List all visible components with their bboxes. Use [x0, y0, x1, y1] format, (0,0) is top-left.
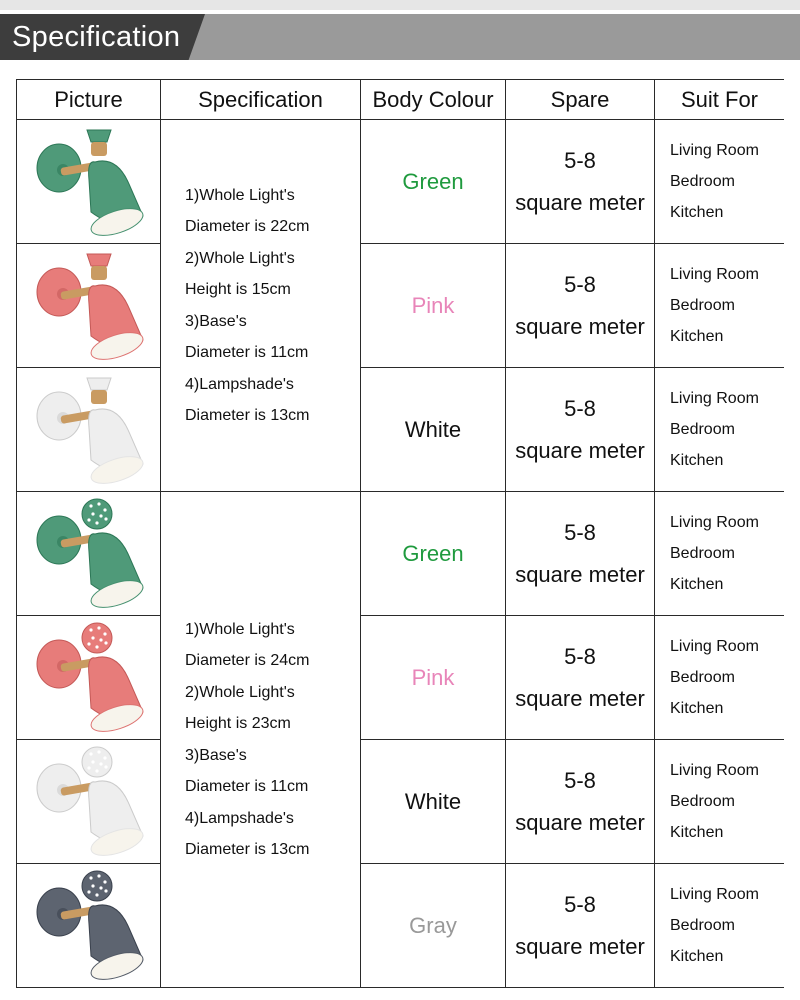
header-body-colour: Body Colour: [361, 80, 506, 120]
ball-dot: [95, 521, 98, 524]
table-row: [17, 244, 785, 368]
ball-dot: [89, 752, 92, 755]
suit-item: Bedroom: [670, 793, 735, 810]
top-strip: [0, 0, 800, 10]
suit-item: Living Room: [670, 638, 759, 655]
wall-lamp-icon: [17, 864, 161, 988]
ball-dot: [104, 765, 107, 768]
ball-dot: [103, 632, 106, 635]
ball-dot: [95, 645, 98, 648]
spec-line: Diameter is 13cm: [185, 841, 310, 858]
table-row: [17, 368, 785, 492]
ball-dot: [99, 762, 102, 765]
spec-line: 3)Base's: [185, 312, 247, 330]
spec-table-wrap: [16, 79, 784, 1000]
table-row: [17, 120, 785, 244]
spare-unit: square meter: [515, 685, 645, 711]
header-suit-for: Suit For: [655, 80, 785, 120]
green-dotted-wall-lamp-picture: [17, 492, 161, 616]
suit-item: Living Room: [670, 142, 759, 159]
ball-dot: [97, 874, 100, 877]
ball-dot: [91, 636, 94, 639]
body-colour-cell: Pink: [361, 244, 506, 368]
wall-lamp-icon: [17, 368, 161, 492]
body-colour-cell: White: [361, 368, 506, 492]
table-row: [17, 740, 785, 864]
suit-item: Bedroom: [670, 297, 735, 314]
suit-item: Kitchen: [670, 824, 724, 841]
suit-for-cell: [655, 368, 785, 492]
spare-unit: square meter: [515, 561, 645, 587]
body-colour-cell: White: [361, 740, 506, 864]
spec-line: 3)Base's: [185, 746, 247, 764]
spare-cell: [506, 244, 655, 368]
body-colour-cell: Green: [361, 120, 506, 244]
suit-for-cell: [655, 492, 785, 616]
section-banner: [0, 14, 800, 60]
ball-dot: [104, 517, 107, 520]
spare-range: 5-8: [564, 767, 596, 793]
spare-unit: square meter: [515, 933, 645, 959]
suit-item: Kitchen: [670, 948, 724, 965]
ball-dot: [87, 642, 90, 645]
suit-item: Living Room: [670, 886, 759, 903]
green-wall-lamp-picture: [17, 120, 161, 244]
banner-title: Specification: [12, 21, 181, 53]
ball-dot: [97, 750, 100, 753]
suit-for-cell: [655, 244, 785, 368]
ball-dot: [99, 886, 102, 889]
ball-dot: [97, 502, 100, 505]
spare-unit: square meter: [515, 809, 645, 835]
header-picture: Picture: [17, 80, 161, 120]
spare-cell: [506, 492, 655, 616]
ball-dot: [89, 628, 92, 631]
suit-item: Living Room: [670, 762, 759, 779]
suit-item: Bedroom: [670, 173, 735, 190]
wood-joint: [91, 142, 107, 156]
table-row: [17, 864, 785, 988]
spec-line: 2)Whole Light's: [185, 683, 295, 701]
spare-unit: square meter: [515, 313, 645, 339]
lamp-cap: [87, 130, 111, 142]
wall-lamp-icon: [17, 244, 161, 368]
spare-unit: square meter: [515, 189, 645, 215]
header-row: [17, 80, 785, 120]
suit-item: Living Room: [670, 514, 759, 531]
spec-line: Diameter is 13cm: [185, 407, 310, 424]
spec-line: Diameter is 22cm: [185, 218, 310, 235]
spec-line: 2)Whole Light's: [185, 249, 295, 267]
spec-line: Height is 23cm: [185, 715, 291, 732]
wall-lamp-icon: [17, 120, 161, 244]
suit-item: Living Room: [670, 266, 759, 283]
table-row: [17, 616, 785, 740]
suit-item: Bedroom: [670, 917, 735, 934]
wall-lamp-icon: [17, 492, 161, 616]
white-wall-lamp-picture: [17, 368, 161, 492]
spare-range: 5-8: [564, 395, 596, 421]
ball-dot: [97, 626, 100, 629]
suit-for-cell: [655, 864, 785, 988]
ball-dot: [103, 880, 106, 883]
spare-range: 5-8: [564, 891, 596, 917]
wood-joint: [91, 266, 107, 280]
spec-line: Height is 15cm: [185, 281, 291, 298]
header-spare: Spare: [506, 80, 655, 120]
spare-unit: square meter: [515, 437, 645, 463]
spare-range: 5-8: [564, 147, 596, 173]
ball-dot: [87, 890, 90, 893]
ball-dot: [99, 514, 102, 517]
spare-cell: [506, 616, 655, 740]
ball-dot: [103, 508, 106, 511]
pink-wall-lamp-picture: [17, 244, 161, 368]
spare-cell: [506, 368, 655, 492]
spec-table: [16, 79, 784, 988]
spec-line: 1)Whole Light's: [185, 620, 295, 638]
suit-item: Bedroom: [670, 545, 735, 562]
spare-range: 5-8: [564, 643, 596, 669]
body-colour-cell: Green: [361, 492, 506, 616]
suit-item: Living Room: [670, 390, 759, 407]
ball-dot: [95, 769, 98, 772]
spare-range: 5-8: [564, 519, 596, 545]
ball-dot: [103, 756, 106, 759]
ball-dot: [87, 518, 90, 521]
ball-dot: [87, 766, 90, 769]
spare-cell: [506, 864, 655, 988]
wood-joint: [91, 390, 107, 404]
ball-dot: [89, 876, 92, 879]
suit-item: Kitchen: [670, 700, 724, 717]
specification-cell: [161, 492, 361, 988]
ball-dot: [89, 504, 92, 507]
suit-item: Kitchen: [670, 576, 724, 593]
suit-for-cell: [655, 616, 785, 740]
wall-lamp-icon: [17, 616, 161, 740]
spec-line: 4)Lampshade's: [185, 809, 294, 827]
spec-line: 1)Whole Light's: [185, 186, 295, 204]
spare-cell: [506, 120, 655, 244]
suit-for-cell: [655, 740, 785, 864]
suit-item: Bedroom: [670, 421, 735, 438]
white-dotted-wall-lamp-picture: [17, 740, 161, 864]
spec-line: Diameter is 11cm: [185, 778, 309, 795]
ball-dot: [104, 889, 107, 892]
spare-range: 5-8: [564, 271, 596, 297]
suit-item: Kitchen: [670, 452, 724, 469]
suit-for-cell: [655, 120, 785, 244]
suit-item: Bedroom: [670, 669, 735, 686]
header-specification: Specification: [161, 80, 361, 120]
ball-dot: [104, 641, 107, 644]
suit-item: Kitchen: [670, 204, 724, 221]
gray-dotted-wall-lamp-picture: [17, 864, 161, 988]
table-row: [17, 492, 785, 616]
spec-line: Diameter is 24cm: [185, 652, 310, 669]
spec-line: 4)Lampshade's: [185, 375, 294, 393]
ball-dot: [91, 760, 94, 763]
ball-dot: [91, 884, 94, 887]
body-colour-cell: Gray: [361, 864, 506, 988]
table-body: [17, 120, 785, 988]
specification-cell: [161, 120, 361, 492]
pink-dotted-wall-lamp-picture: [17, 616, 161, 740]
spare-cell: [506, 740, 655, 864]
wall-lamp-icon: [17, 740, 161, 864]
ball-dot: [99, 638, 102, 641]
lamp-cap: [87, 378, 111, 390]
body-colour-cell: Pink: [361, 616, 506, 740]
suit-item: Kitchen: [670, 328, 724, 345]
ball-dot: [95, 893, 98, 896]
spec-line: Diameter is 11cm: [185, 344, 309, 361]
lamp-cap: [87, 254, 111, 266]
ball-dot: [91, 512, 94, 515]
